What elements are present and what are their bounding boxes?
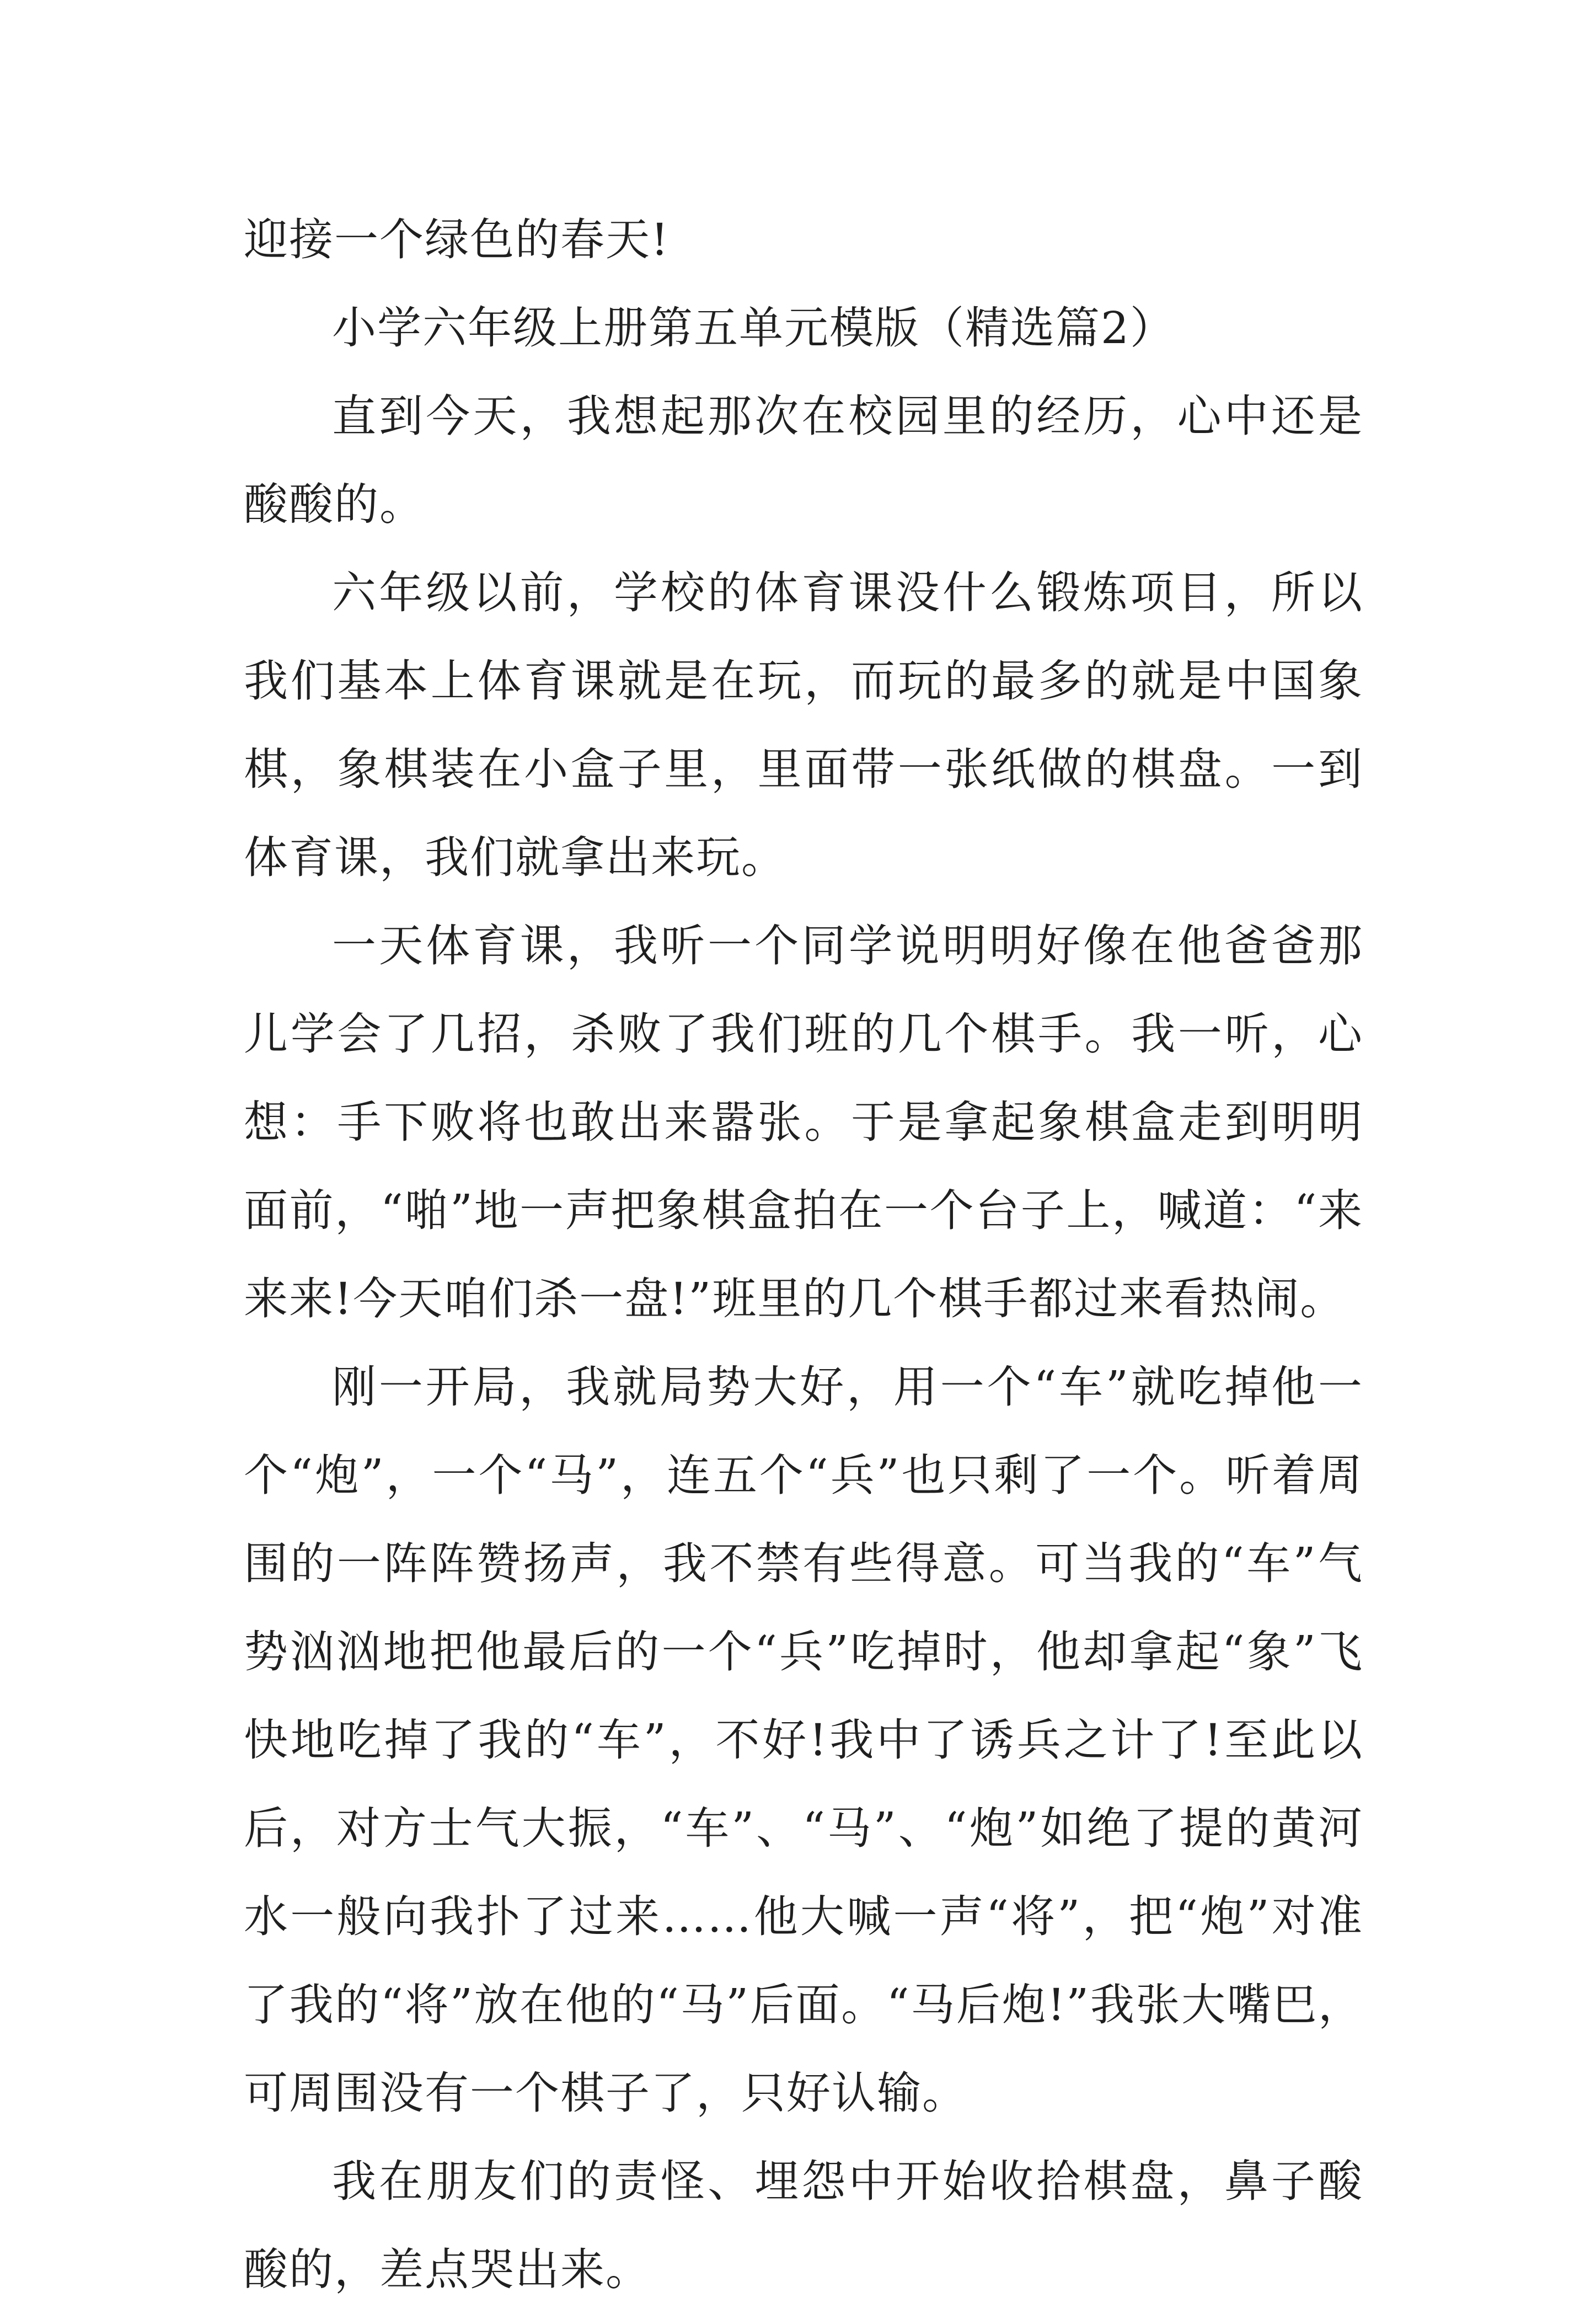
section-title: 小学六年级上册第五单元模版（精选篇2）: [332, 302, 1175, 354]
paragraph: 刚一开局，我就局势大好，用一个“车”就吃掉他一个“炮”，一个“马”，连五个“兵”也只剩了一个。听着周围的一阵阵赞扬声，我不禁有些得意。可当我的“车”气势汹汹地把他最后的一个“兵”吃掉时，他却拿起“象”飞快地吃掉了我的“车”，不好!我中了诱兵之计了!至此以后，对方士气大振，“车”、“马”、“炮”如绝了提的黄河水一般向我扑了过来……他大喊一声“将”，把“炮”对准了我的“将”放在他的“马”后面。“马后炮!”我张大嘴巴，可周围没有一个棋子了，只好认输。: [244, 1361, 1363, 2119]
document-body: [244, 196, 1363, 2314]
paragraph: 六年级以前，学校的体育课没什么锻炼项目，所以我们基本上体育课就是在玩，而玩的最多的就是中国象棋，象棋装在小盒子里，里面带一张纸做的棋盘。一到体育课，我们就拿出来玩。: [244, 567, 1363, 883]
paragraph: 我在朋友们的责怪、埋怨中开始收拾棋盘，鼻子酸酸的，差点哭出来。: [244, 2156, 1363, 2295]
paragraph: 直到今天，我想起那次在校园里的经历，心中还是酸酸的。: [244, 391, 1363, 530]
paragraph-closing-line: 迎接一个绿色的春天!: [244, 214, 670, 265]
paragraph: 一天体育课，我听一个同学说明明好像在他爸爸那儿学会了几招，杀败了我们班的几个棋手。我一听，心想：手下败将也敢出来嚣张。于是拿起象棋盒走到明明面前，“啪”地一声把象棋盒拍在一个台子上，喊道：“来来来!今天咱们杀一盘!”班里的几个棋手都过来看热闹。: [244, 920, 1363, 1324]
